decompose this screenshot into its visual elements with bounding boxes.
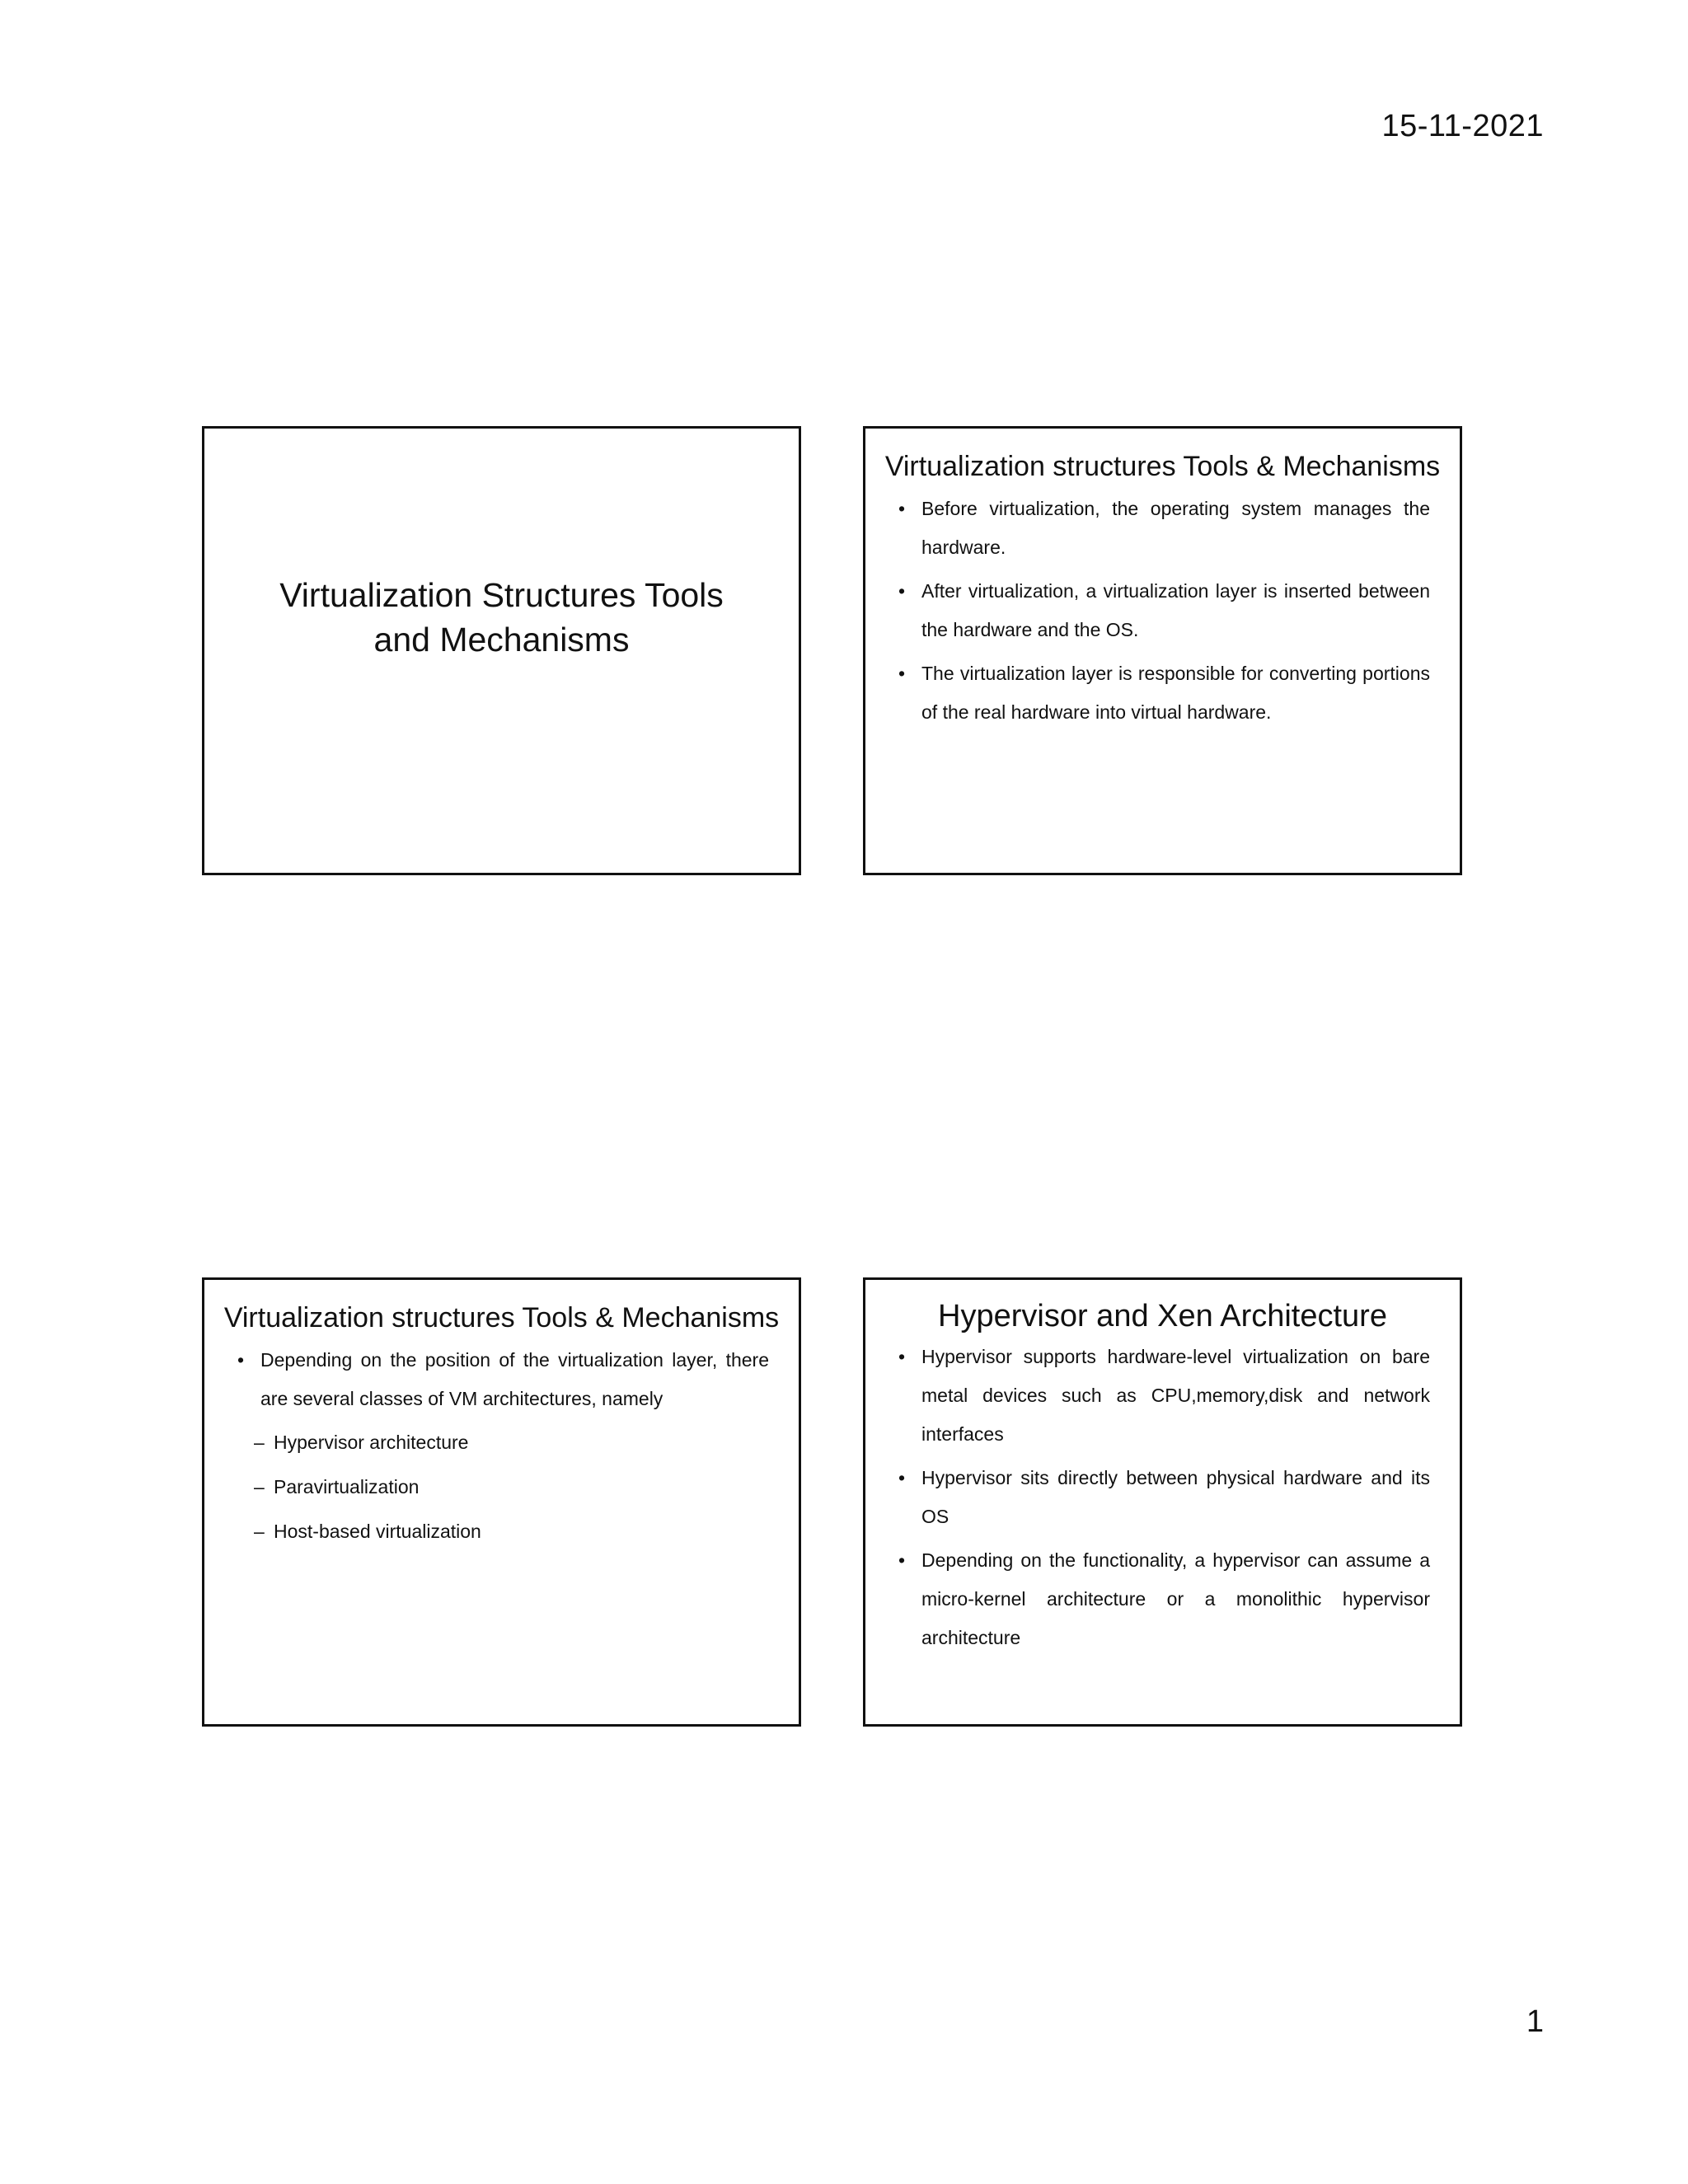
bullet-item: • Depending on the position of the virtualization layer, there are several classes of VM architectures, namely	[237, 1341, 769, 1418]
bullet-list	[204, 1341, 799, 1418]
bullet-item: • The virtualization layer is responsible for converting portions of the real hardware into virtual hardware.	[898, 654, 1430, 732]
slide-title-cover	[202, 426, 801, 875]
sub-bullet-item: – Hypervisor architecture	[254, 1423, 799, 1462]
slide-hypervisor-xen	[863, 1277, 1462, 1727]
sub-bullet-list	[204, 1423, 799, 1551]
slide-virtualization-structures	[863, 426, 1462, 875]
cover-title	[204, 573, 799, 662]
bullet-item: • Before virtualization, the operating system manages the hardware.	[898, 490, 1430, 567]
sub-bullet-item: – Host-based virtualization	[254, 1512, 799, 1551]
cover-title-line-1: Virtualization Structures Tools	[279, 576, 724, 614]
page-number: 1	[1526, 2004, 1544, 2039]
cover-title-line-2: and Mechanisms	[373, 621, 630, 658]
slide-title: Hypervisor and Xen Architecture	[938, 1299, 1387, 1333]
page-date: 15-11-2021	[1381, 109, 1544, 143]
bullet-item: • Hypervisor supports hardware-level virtualization on bare metal devices such as CPU,memory,disk and network interfaces	[898, 1338, 1430, 1454]
slide-vm-architecture-classes	[202, 1277, 801, 1727]
bullet-item: • Hypervisor sits directly between physical hardware and its OS	[898, 1459, 1430, 1536]
slide-title: Virtualization structures Tools & Mechanisms	[223, 1302, 780, 1333]
slide-title: Virtualization structures Tools & Mechanisms	[884, 451, 1441, 482]
bullet-list	[865, 1338, 1460, 1657]
bullet-item: • Depending on the functionality, a hypervisor can assume a micro-kernel architecture or a monolithic hypervisor architecture	[898, 1541, 1430, 1657]
bullet-item: • After virtualization, a virtualization layer is inserted between the hardware and the OS.	[898, 572, 1430, 649]
bullet-list	[865, 490, 1460, 732]
sub-bullet-item: – Paravirtualization	[254, 1468, 799, 1507]
